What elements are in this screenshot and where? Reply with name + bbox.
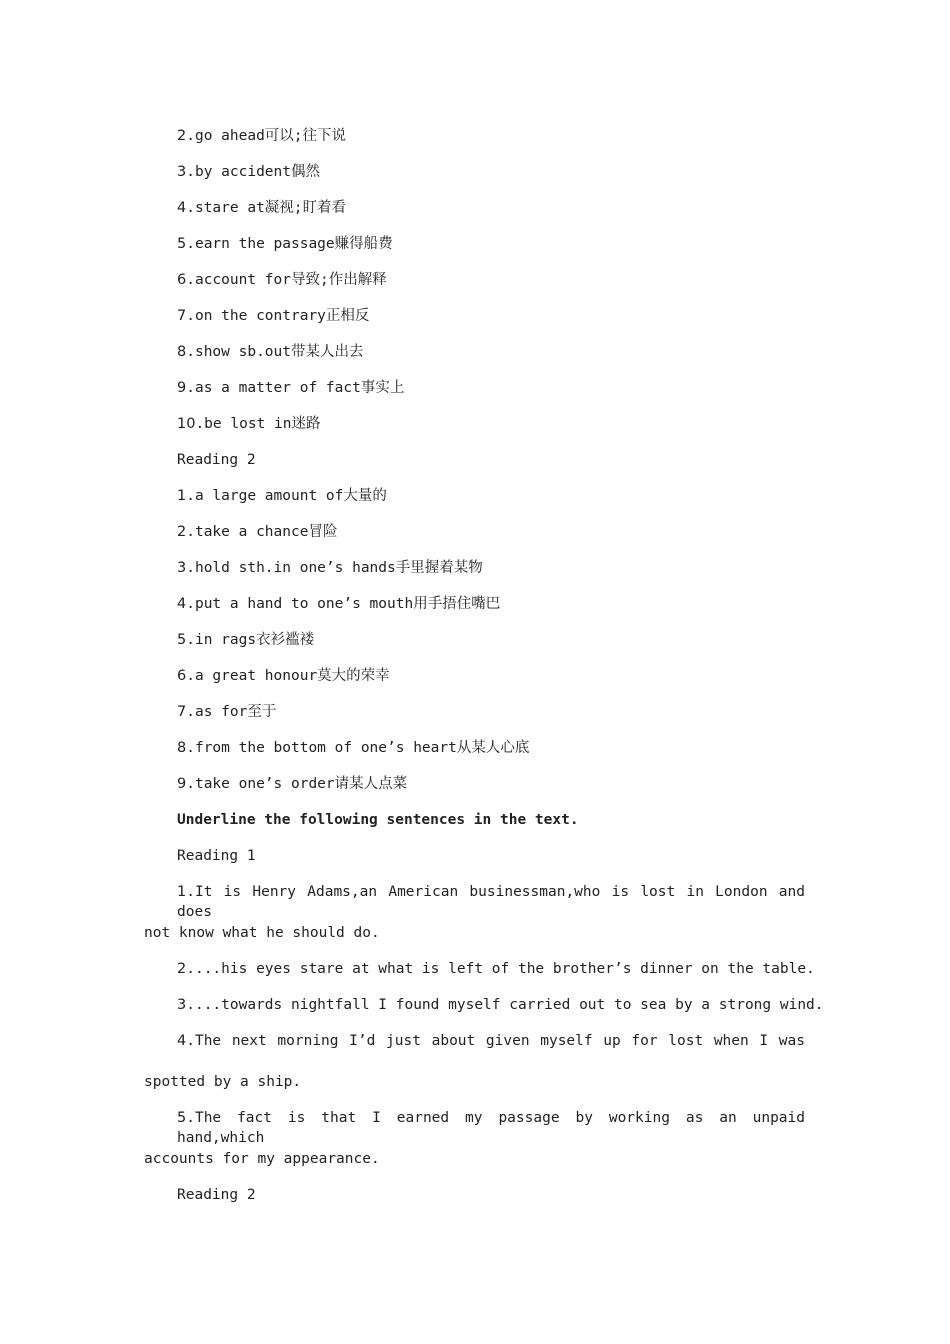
phrase-item: 8.show sb.out带某人出去: [177, 344, 364, 360]
phrase-item: 2.take a chance冒险: [177, 524, 338, 540]
phrase-item: 3.by accident偶然: [177, 164, 320, 180]
sentence-item: 4.The next morning I’d just about given myself up for lost when I was: [177, 1033, 805, 1049]
phrase-item: 6.account for导致;作出解释: [177, 272, 387, 288]
sentence-continuation: accounts for my appearance.: [144, 1151, 380, 1167]
phrase-item: 7.as for至于: [177, 704, 277, 720]
phrase-item: 4.stare at凝视;盯着看: [177, 200, 347, 216]
sentence-item: 3....towards nightfall I found myself carried out to sea by a strong wind.: [177, 997, 824, 1013]
phrase-item: 6.a great honour莫大的荣幸: [177, 668, 390, 684]
phrase-item: 5.earn the passage赚得船费: [177, 236, 393, 252]
phrase-item: 10.be lost in迷路: [177, 416, 321, 432]
instruction-heading: Underline the following sentences in the text.: [177, 812, 579, 828]
section-heading-reading-2-end: Reading 2: [177, 1187, 256, 1203]
phrase-item: 1.a large amount of大量的: [177, 488, 387, 504]
phrase-item: 2.go ahead可以;往下说: [177, 128, 347, 144]
section-heading-reading-1: Reading 1: [177, 848, 256, 864]
phrase-item: 8.from the bottom of one’s heart从某人心底: [177, 740, 530, 756]
sentence-item: 5.The fact is that I earned my passage by working as an unpaid hand,which: [177, 1110, 805, 1146]
phrase-item: 3.hold sth.in one’s hands手里握着某物: [177, 560, 483, 576]
section-heading-reading-2: Reading 2: [177, 452, 256, 468]
sentence-item: 1.It is Henry Adams,an American businessman,who is lost in London and does: [177, 884, 805, 920]
phrase-item: 9.take one’s order请某人点菜: [177, 776, 408, 792]
sentence-continuation: spotted by a ship.: [144, 1074, 302, 1090]
phrase-item: 4.put a hand to one’s mouth用手捂住嘴巴: [177, 596, 501, 612]
sentence-continuation: not know what he should do.: [144, 925, 380, 941]
phrase-item: 9.as a matter of fact事实上: [177, 380, 405, 396]
phrase-item: 5.in rags衣衫褴褛: [177, 632, 315, 648]
phrase-item: 7.on the contrary正相反: [177, 308, 370, 324]
sentence-item: 2....his eyes stare at what is left of the brother’s dinner on the table.: [177, 961, 815, 977]
